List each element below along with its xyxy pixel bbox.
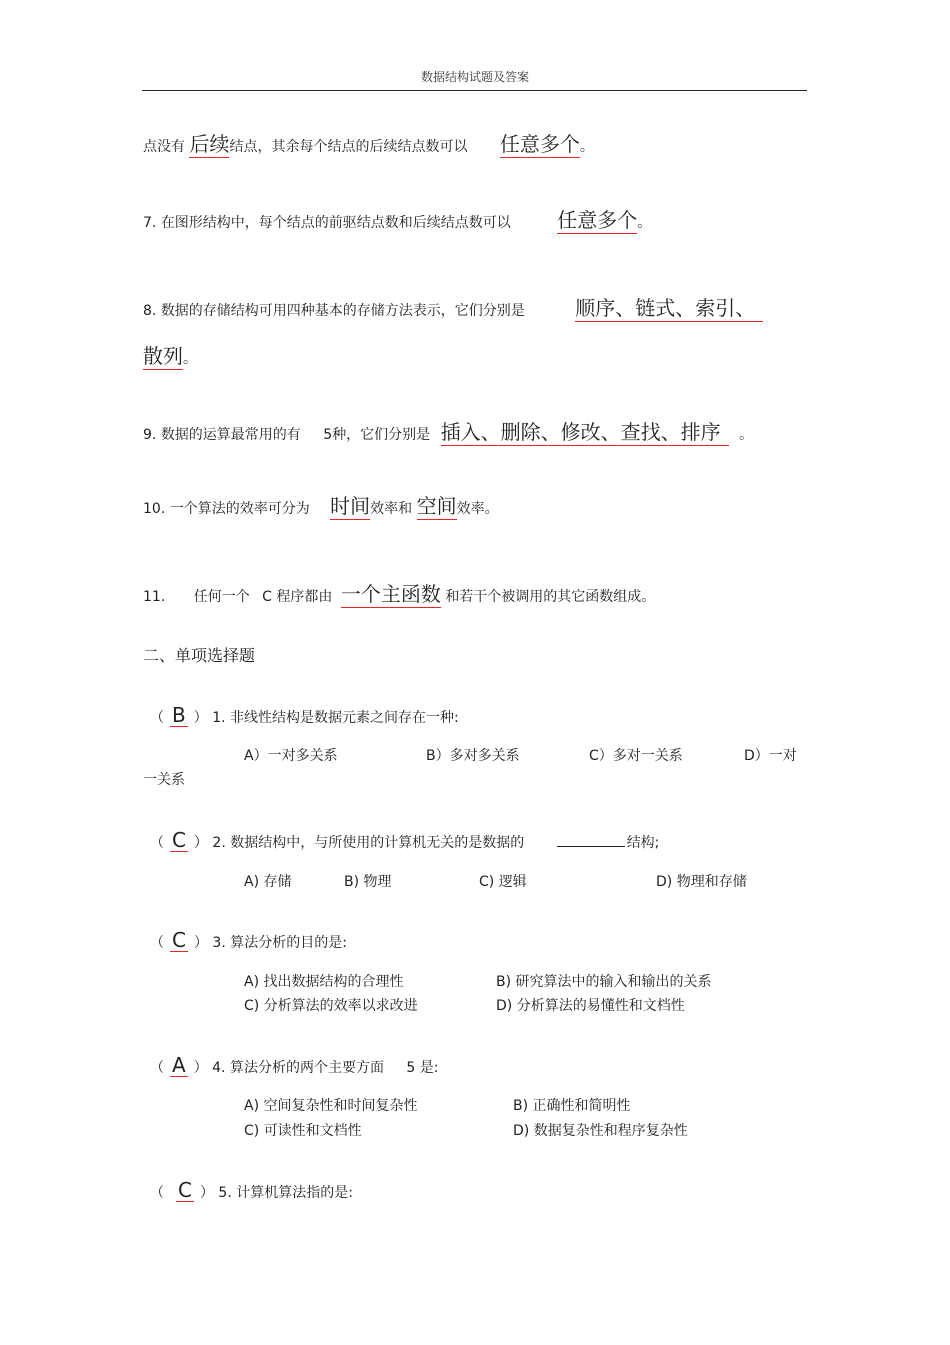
answer: 散列 xyxy=(143,340,183,369)
answer: 后续 xyxy=(189,128,229,157)
mcq-4-stem xyxy=(150,1053,439,1077)
paren-left: （ xyxy=(150,1060,164,1076)
mcq-4-option-d: D) 数据复杂性和程序复杂性 xyxy=(513,1123,688,1139)
question-10 xyxy=(143,490,499,519)
mcq-3-stem xyxy=(150,928,347,952)
answer: 任意多个 xyxy=(500,128,580,157)
mcq-1-option-a: A）一对多关系 xyxy=(244,748,338,764)
text: 在图形结构中，每个结点的前驱结点数和后续结点数可以 xyxy=(160,215,511,231)
question-stem: 计算机算法指的是: xyxy=(236,1185,353,1201)
question-7 xyxy=(143,204,651,233)
question-number: 8. xyxy=(143,303,157,319)
text: 。 xyxy=(637,215,652,231)
question-stem: 算法分析的目的是: xyxy=(230,935,347,951)
answer: 一个主函数 xyxy=(341,578,441,607)
text: 数据的运算最常用的有 xyxy=(160,427,301,443)
question-number: 3. xyxy=(212,935,226,951)
question-number: 2. xyxy=(212,835,226,851)
count: 5 xyxy=(323,427,333,443)
question-number: 1. xyxy=(212,710,226,726)
answer-choice: C xyxy=(178,1178,192,1202)
text: 结点，其余每个结点的后续结点数可以 xyxy=(229,139,468,155)
page-header-title: 数据结构试题及答案 xyxy=(420,70,529,84)
answer: 任意多个 xyxy=(557,204,637,233)
paren-right: ） xyxy=(199,1185,214,1201)
section-title: 二、单项选择题 xyxy=(143,646,256,665)
header-rule xyxy=(142,90,807,91)
blank-line xyxy=(557,832,625,847)
answer: 插入、删除、修改、查找、排序 xyxy=(441,416,721,445)
question-stem: 数据结构中，与所使用的计算机无关的是数据的 xyxy=(230,835,525,851)
paren-left: （ xyxy=(150,835,164,851)
paren-left: （ xyxy=(150,710,164,726)
mcq-1-option-b: B）多对多关系 xyxy=(426,748,520,764)
text: 。 xyxy=(739,427,754,443)
text: 程序都由 xyxy=(276,589,333,605)
question-number: 4. xyxy=(212,1060,226,1076)
question-8-continued xyxy=(143,340,197,369)
text: 点没有 xyxy=(143,139,185,155)
mcq-3-option-a: A) 找出数据结构的合理性 xyxy=(244,974,404,990)
paren-right: ） xyxy=(193,710,208,726)
text: 一个算法的效率可分为 xyxy=(169,501,310,517)
mcq-1-option-d-wrap: 一关系 xyxy=(143,772,185,788)
question-number: 9. xyxy=(143,427,157,443)
mcq-2-option-a: A) 存储 xyxy=(244,874,292,890)
question-stem: 算法分析的两个主要方面 xyxy=(229,1060,384,1076)
mcq-1-option-d: D）一对 xyxy=(744,748,797,764)
mcq-5-stem xyxy=(150,1178,353,1202)
mcq-4-option-c: C) 可读性和文档性 xyxy=(244,1123,362,1139)
paren-left: （ xyxy=(150,1185,164,1201)
answer-choice: A xyxy=(172,1053,186,1077)
text: 效率和 xyxy=(370,501,413,517)
answer-choice: B xyxy=(172,703,186,727)
mcq-4-option-b: B) 正确性和简明性 xyxy=(513,1098,631,1114)
paren-right: ） xyxy=(193,835,208,851)
fill-blank-line-6 xyxy=(143,128,594,157)
paren-right: ） xyxy=(193,1060,208,1076)
mcq-1-stem xyxy=(150,703,459,727)
answer-choice: C xyxy=(172,828,186,852)
question-11 xyxy=(143,578,655,607)
count: 5 xyxy=(406,1060,416,1076)
question-number: 5. xyxy=(218,1185,232,1201)
mcq-1-option-c: C）多对一关系 xyxy=(589,748,683,764)
question-8 xyxy=(143,292,755,321)
paren-right: ） xyxy=(193,935,208,951)
question-stem: 非线性结构是数据元素之间存在一种: xyxy=(230,710,459,726)
mcq-2-stem xyxy=(150,828,659,852)
question-number: 10. xyxy=(143,501,166,517)
text: 。 xyxy=(579,139,594,155)
answer: 顺序、链式、索引、 xyxy=(575,292,755,321)
text: 种，它们分别是 xyxy=(332,427,431,443)
answer: 时间 xyxy=(330,490,370,519)
paren-left: （ xyxy=(150,935,164,951)
mcq-3-option-c: C) 分析算法的效率以求改进 xyxy=(244,998,418,1014)
question-number: 11. xyxy=(143,589,166,605)
question-tail: 是: xyxy=(419,1060,439,1076)
text: 。 xyxy=(183,351,197,367)
mcq-2-option-c: C) 逻辑 xyxy=(479,874,527,890)
answer: 空间 xyxy=(417,490,457,519)
question-tail: 结构; xyxy=(626,835,660,851)
text: 任何一个 xyxy=(193,589,250,605)
text: C xyxy=(262,589,272,605)
mcq-3-option-d: D) 分析算法的易懂性和文档性 xyxy=(496,998,685,1014)
answer-choice: C xyxy=(172,928,186,952)
text: 效率。 xyxy=(456,501,499,517)
mcq-2-option-d: D) 物理和存储 xyxy=(656,874,747,890)
mcq-3-option-b: B) 研究算法中的输入和输出的关系 xyxy=(496,974,712,990)
question-number: 7. xyxy=(143,215,157,231)
question-9 xyxy=(143,416,753,445)
text: 和若干个被调用的其它函数组成。 xyxy=(445,589,656,605)
mcq-4-option-a: A) 空间复杂性和时间复杂性 xyxy=(244,1098,418,1114)
mcq-2-option-b: B) 物理 xyxy=(344,874,392,890)
text: 数据的存储结构可用四种基本的存储方法表示，它们分别是 xyxy=(160,303,525,319)
